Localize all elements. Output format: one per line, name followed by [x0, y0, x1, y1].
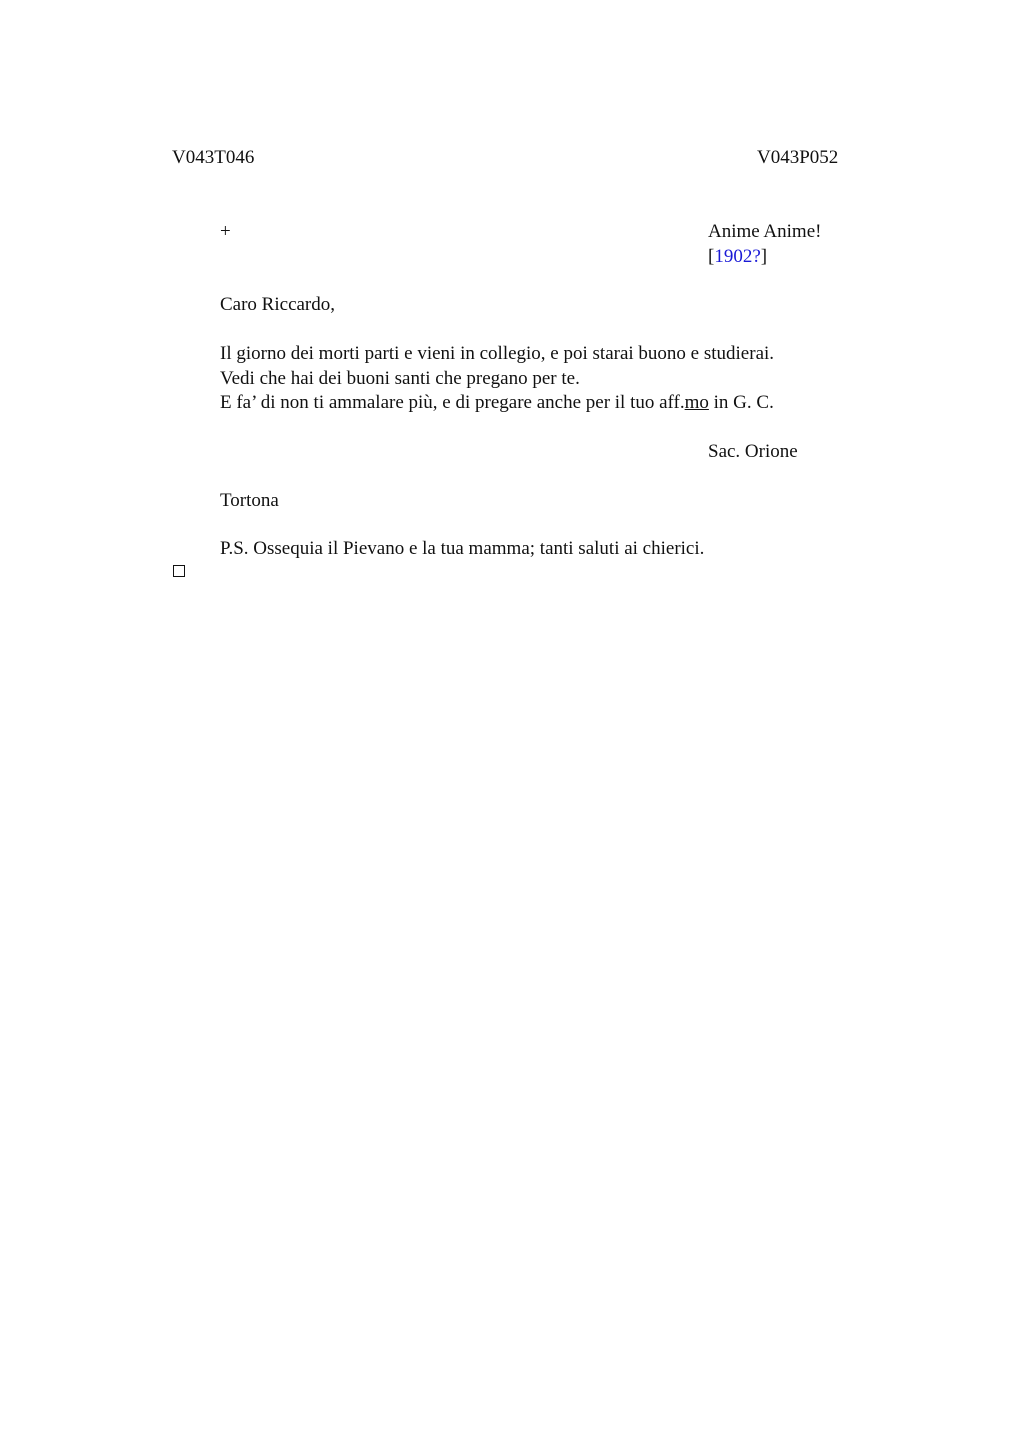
- salutation: Caro Riccardo,: [220, 294, 336, 315]
- body-line-3-start: E fa’ di non ti ammalare più, e di pregare anche per il tuo aff.: [220, 392, 685, 413]
- signature: Sac. Orione: [708, 441, 798, 462]
- body-line-3-end: in G. C.: [708, 392, 774, 413]
- end-of-document-box-icon: [173, 565, 185, 577]
- date-value: 1902?: [714, 246, 761, 267]
- document-code-left: V043T046: [172, 147, 255, 168]
- body-line-3: [220, 391, 774, 415]
- cross-mark: +: [220, 221, 231, 242]
- postscript: P.S. Ossequia il Pievano e la tua mamma; tanti saluti ai chierici.: [220, 538, 705, 559]
- letter-motto: Anime Anime!: [708, 221, 822, 242]
- body-line-2: Vedi che hai dei buoni santi che pregano per te.: [220, 368, 580, 389]
- place-name: Tortona: [220, 490, 279, 511]
- letter-date: [708, 245, 767, 269]
- body-line-3-underlined: mo: [684, 392, 709, 413]
- body-line-1: Il giorno dei morti parti e vieni in collegio, e poi starai buono e studierai.: [220, 343, 775, 364]
- date-bracket-open: [: [708, 246, 715, 267]
- date-bracket-close: ]: [760, 246, 768, 267]
- document-code-right: V043P052: [757, 147, 839, 168]
